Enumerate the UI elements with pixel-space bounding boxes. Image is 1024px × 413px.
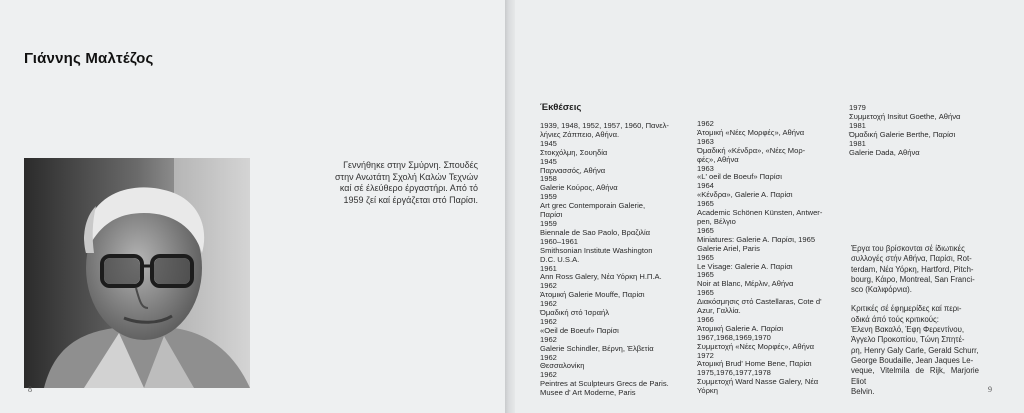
bio-line: Γεννήθηκε στην Σμύρνη. Σπουδές bbox=[343, 160, 478, 170]
collections-line: Έργα του βρίσκονται σέ ίδιωτικές bbox=[851, 244, 965, 253]
exhibition-line: Smithsonian Institute Washington bbox=[540, 245, 653, 255]
exhibition-line: 1981 bbox=[849, 138, 866, 148]
exhibition-line: Άτομική «Νέες Μορφές», Αθήνα bbox=[697, 127, 805, 137]
exhibition-line: Θεσσαλονίκη bbox=[540, 361, 585, 371]
exhibition-line: 1979 bbox=[849, 103, 866, 112]
exhibition-line: Galerie Schindler, Βέρνη, Έλβετία bbox=[540, 343, 654, 353]
exhibition-line: 1965 bbox=[697, 252, 714, 262]
critics-line: Έλενη Βακαλό, Έφη Φερεντίνου, bbox=[851, 325, 965, 335]
exhibition-line: pen, Βέλγιο bbox=[697, 216, 736, 226]
critics-line: Άγγελο Προκοπίου, Τώνη Σπητέ- bbox=[851, 335, 965, 345]
page-number-right: 9 bbox=[988, 385, 992, 394]
exhibition-line: Galerie Dada, Αθήνα bbox=[849, 147, 920, 157]
bio-line: στην Ανωτάτη Σχολή Καλών Τεχνών bbox=[334, 171, 478, 182]
exhibition-line: Biennale de Sao Paolo, Βραζιλία bbox=[540, 227, 651, 237]
exhibition-line: 1966 bbox=[697, 314, 714, 324]
exhibition-line: 1962 bbox=[540, 334, 557, 344]
exhibition-line: Παρίσι bbox=[540, 210, 563, 220]
collections-line: sco (Καλιφόρνια). bbox=[851, 285, 912, 295]
exhibition-line: 1962 bbox=[697, 119, 714, 128]
exhibition-line: Άτομική Brud' Home Bene, Παρίσι bbox=[697, 359, 812, 369]
bio-line: 1959 ζεί καί έργάζεται στό Παρίσι. bbox=[343, 194, 478, 205]
exhibition-line: Le Visage: Galerie A. Παρίσι bbox=[697, 261, 793, 271]
critics-line: οδικά άπό τούς κριτικούς: bbox=[851, 314, 939, 324]
exhibition-line: 1965 bbox=[697, 270, 714, 280]
bio-line: καί σέ έλεύθερο έργαστήρι. Από τό bbox=[339, 183, 478, 193]
exhibition-line: 1965 bbox=[697, 199, 714, 209]
collections-line: terdam, Νέα Υόρκη, Hartford, Pitch- bbox=[851, 264, 974, 274]
exhibition-line: Ann Ross Galery, Νέα Υόρκη Η.Π.Α. bbox=[540, 272, 662, 282]
exhibition-line: Musee d' Art Moderne, Paris bbox=[540, 388, 636, 398]
critics-line: Κριτικές σέ έφημερίδες καί περι- bbox=[851, 304, 962, 314]
critics-line: Belvin. bbox=[851, 386, 875, 396]
exhibition-line: «Oeil de Boeuf» Παρίσι bbox=[540, 325, 619, 335]
exhibition-line: 1965 bbox=[697, 288, 714, 298]
exhibition-line: Παρνασσός, Αθήνα bbox=[540, 165, 606, 175]
exhibition-line: 1945 bbox=[540, 138, 557, 148]
exhibition-line: Galerie Κούρος, Αθήνα bbox=[540, 183, 618, 193]
exhibitions-column-2 bbox=[697, 120, 845, 396]
critics-line: George Boudaille, Jean Jaques Le- bbox=[851, 355, 974, 365]
exhibition-line: 1967,1968,1969,1970 bbox=[697, 332, 771, 342]
exhibition-line: 1962 bbox=[540, 352, 557, 362]
collections-line: συλλογές στήν Αθήνα, Παρίσι, Rot- bbox=[851, 254, 972, 264]
exhibition-line: Άτομική Galerie Mouffe, Παρίσι bbox=[540, 290, 645, 300]
exhibition-line: 1962 bbox=[540, 281, 557, 291]
exhibition-line: 1962 bbox=[540, 299, 557, 309]
exhibition-line: Όμαδική στό Ίσραήλ bbox=[540, 308, 610, 318]
exhibition-line: 1962 bbox=[540, 370, 557, 380]
exhibition-line: 1964 bbox=[697, 181, 714, 191]
exhibition-line: Όμαδική Galerie Berthe, Παρίσι bbox=[849, 129, 956, 139]
paragraph-gap bbox=[851, 295, 979, 304]
exhibition-line: 1975,1976,1977,1978 bbox=[697, 368, 771, 378]
exhibition-line: Συμμετοχή Insitut Goethe, Αθήνα bbox=[849, 111, 961, 121]
exhibition-line: Υόρκη bbox=[697, 386, 718, 396]
exhibition-line: 1959 bbox=[540, 192, 557, 202]
exhibition-line: Συμμετοχή «Νέες Μορφές», Αθήνα bbox=[697, 341, 815, 351]
exhibition-line: 1960–1961 bbox=[540, 236, 579, 246]
exhibition-line: Διακόσμησις στό Castellaras, Cote d' bbox=[697, 297, 822, 307]
exhibitions-column-3 bbox=[849, 104, 989, 157]
exhibition-line: Miniatures: Galerie A. Παρίσι, 1965 bbox=[697, 234, 816, 244]
exhibition-line: 1959 bbox=[540, 218, 557, 228]
exhibition-line: D.C. U.S.A. bbox=[540, 254, 580, 264]
exhibition-line: 1965 bbox=[697, 225, 714, 235]
artist-biography bbox=[268, 160, 478, 206]
critics-line: veque, Vitelmila de Rijk, Marjorie Eliot bbox=[851, 366, 979, 386]
exhibition-line: Azur, Γαλλία. bbox=[697, 306, 741, 316]
exhibition-line: 1963 bbox=[697, 163, 714, 173]
page-gutter bbox=[505, 0, 515, 413]
exhibition-line: φές», Αθήνα bbox=[697, 154, 739, 164]
exhibition-line: 1961 bbox=[540, 263, 557, 273]
exhibitions-heading: Έκθέσεις bbox=[540, 102, 582, 113]
artist-name: Γιάννης Μαλτέζος bbox=[24, 50, 154, 67]
exhibition-line: 1939, 1948, 1952, 1957, 1960, Πανελ- bbox=[540, 121, 669, 130]
exhibition-line: λήνιες Ζάππειο, Αθήνα. bbox=[540, 129, 620, 139]
page-number-left: 8 bbox=[28, 385, 32, 394]
exhibition-line: 1945 bbox=[540, 156, 557, 166]
exhibition-line: Noir at Blanc, Μέρλιν, Αθήνα bbox=[697, 279, 794, 289]
collections-and-critics bbox=[851, 244, 979, 397]
exhibition-line: Galerie Ariel, Paris bbox=[697, 243, 760, 253]
exhibition-line: Συμμετοχή Ward Nasse Galery, Νέα bbox=[697, 377, 819, 387]
exhibition-line: Στοκχόλμη, Σουηδία bbox=[540, 147, 608, 157]
exhibition-line: «Κένδρα», Galerie A. Παρίσι bbox=[697, 190, 793, 200]
exhibition-line: 1981 bbox=[849, 120, 866, 130]
exhibition-line: Peintres at Sculpteurs Grecs de Paris. bbox=[540, 379, 669, 389]
collections-line: bourg, Κάιρο, Montreal, San Franci- bbox=[851, 274, 975, 284]
exhibition-line: «L' oeil de Boeuf» Παρίσι bbox=[697, 172, 782, 182]
exhibition-line: 1962 bbox=[540, 316, 557, 326]
exhibition-line: Academic Schönen Künsten, Antwer- bbox=[697, 208, 823, 218]
artist-portrait-photo bbox=[24, 158, 250, 388]
critics-line: ρη, Henry Galy Carle, Gerald Schurr, bbox=[851, 345, 979, 355]
exhibition-line: Άτομική Galerie A. Παρίσι bbox=[697, 323, 784, 333]
exhibition-line: Art grec Contemporain Galerie, bbox=[540, 201, 646, 211]
exhibition-line: 1972 bbox=[697, 350, 714, 360]
exhibition-line: 1958 bbox=[540, 174, 557, 184]
exhibition-line: Όμαδική «Κένδρα», «Νέες Μορ- bbox=[697, 145, 806, 155]
exhibition-line: 1963 bbox=[697, 136, 714, 146]
exhibitions-column-1 bbox=[540, 122, 690, 398]
